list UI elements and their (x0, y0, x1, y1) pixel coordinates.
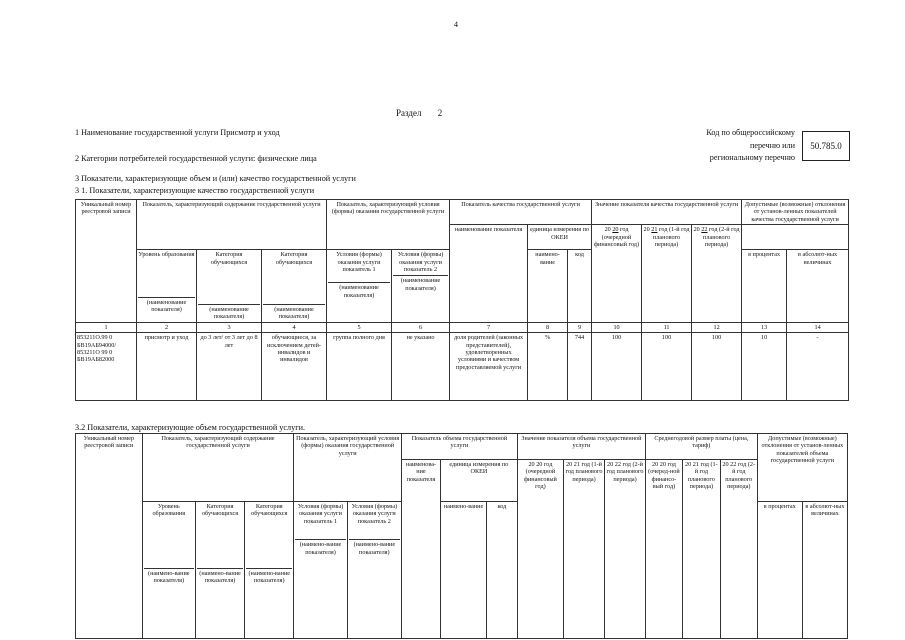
v-h-condition-2: Условия (формы) оказания услуги показатель 2 (наимено-вание показателя) (347, 502, 401, 639)
col-number-3: 3 (197, 322, 262, 332)
quality-table (75, 199, 849, 401)
v-h-category-2: Категория обучающихся (наимено-вание показателя) (245, 502, 294, 639)
h-absolute: в абсолют-ных величинах (787, 250, 849, 323)
h-category-1: Категория обучающихся (наименование показателя) (197, 250, 262, 323)
section-label: Раздел (396, 108, 422, 118)
h-year-3: 20 22 год (2-й год планового периода) (692, 225, 742, 323)
col-number-4: 4 (262, 322, 327, 332)
h-quality-value: Значение показателя качества государственной услуги (592, 200, 742, 225)
col-number-13: 13 (742, 322, 787, 332)
h-level: Уровень образования (наименование показателя) (137, 250, 197, 323)
cell-unit-code: 744 (568, 333, 592, 401)
cell-category-1: до 3 лет/ от 3 лет до 8 лет (197, 333, 262, 401)
cell-level: присмотр и уход (137, 333, 197, 401)
h-year-2: 20 21 год (1-й год планового периода) (642, 225, 692, 323)
cell-value-year-2: 100 (642, 333, 692, 401)
col-number-14: 14 (787, 322, 849, 332)
v-h-category-1: Категория обучающихся (наимено-вание показателя) (195, 502, 244, 639)
h-percent: в процентах (742, 250, 787, 323)
v-h-deviation: Допустимые (возможные) отклонения от установ-ленных показателей объема государственной услуги (757, 434, 847, 502)
cell-value-year-3: 100 (692, 333, 742, 401)
volume-table (75, 433, 848, 639)
v-h-value-year-2: 20 21 год (1-й год планового периода) (563, 460, 604, 639)
cell-deviation-percent: 10 (742, 333, 787, 401)
h-unique-number: Уникальный номер реестровой записи (76, 200, 137, 323)
v-h-value-year-1: 20 20 год (очередной финансовый год) (517, 460, 563, 639)
h-deviation: Допустимые (возможные) отклонения от установ-ленных показателей качества государственной услуги (742, 200, 849, 225)
col-number-11: 11 (642, 322, 692, 332)
h-quality-indicator: Показатель качества государственной услуги (450, 200, 592, 225)
v-h-unit-code: код (487, 502, 518, 639)
page-number: 4 (454, 20, 458, 29)
v-h-value-year-3: 20 22 год (2-й год планового периода) (604, 460, 645, 639)
v-h-unit-name: наимено-вание (440, 502, 486, 639)
v-h-price-year-1: 20 20 год (очеред-ной финансо-вый год) (646, 460, 683, 639)
cell-unit-name: % (528, 333, 568, 401)
v-h-percent: в процентах (757, 502, 802, 639)
col-number-5: 5 (327, 322, 392, 332)
v-h-indicator-name: наименова-ние показателя (402, 460, 441, 639)
section-heading (396, 108, 442, 118)
h-content-indicator: Показатель, характеризующий содержание государственной услуги (137, 200, 327, 250)
code-label-line-2: перечню или (749, 140, 795, 150)
code-label-line-3: региональному перечню (709, 153, 795, 162)
v-h-conditions-indicator: Показатель, характеризующий условия (формы) оказания государственной услуги (294, 434, 402, 502)
h-indicator-name: наименование показателя (450, 225, 528, 323)
col-number-6: 6 (392, 322, 450, 332)
h-unit: единица измерения по ОКЕИ (528, 225, 592, 250)
h-deviation-spacer (742, 225, 849, 250)
cell-condition-1: группа полного дня (327, 333, 392, 401)
v-h-absolute: в абсолют-ных величинах (802, 502, 847, 639)
v-h-price: Среднегодовой размер платы (цена, тариф) (646, 434, 758, 460)
v-h-condition-1: Условия (формы) оказания услуги показатель 1 (наимено-вание показателя) (294, 502, 347, 639)
cell-value-year-1: 100 (592, 333, 642, 401)
v-h-volume-value: Значение показателя объема государственной услуги (517, 434, 645, 460)
v-h-content-indicator: Показатель, характеризующий содержание государственной услуги (142, 434, 294, 502)
code-label (706, 127, 795, 165)
v-h-level: Уровень образования (наимено-вание показателя) (142, 502, 195, 639)
col-number-8: 8 (528, 322, 568, 332)
cell-category-2: обучающиеся, за исключением детей-инвалидов и инвалидов (262, 333, 327, 401)
col-number-7: 7 (450, 322, 528, 332)
v-h-volume-indicator: Показатель объема государственной услуги (402, 434, 518, 460)
v-h-price-year-3: 20 22 год (2-й год планового периода) (720, 460, 757, 639)
col-number-1: 1 (76, 322, 137, 332)
col-number-10: 10 (592, 322, 642, 332)
consumers-line: 2 Категории потребителей государственной услуги: физические лица (75, 154, 317, 163)
h-condition-2: Условия (формы) оказания услуги показатель 2 (наименование показателя) (392, 250, 450, 323)
section-number: 2 (437, 108, 443, 118)
col-number-2: 2 (137, 322, 197, 332)
cell-indicator-name: доля родителей (законных представителей), удовлетворенных условиями и качеством предоставляемой услуги (450, 333, 528, 401)
cell-condition-2: не указано (392, 333, 450, 401)
cell-deviation-absolute: - (787, 333, 849, 401)
volume-title: 3.2 Показатели, характеризующие объем государственной услуги. (75, 423, 305, 432)
v-h-price-year-2: 20 21 год (1-й год планового периода) (682, 460, 720, 639)
cell-registry-code: 853211О.99 0 БВ19АБ94000/ 853211О 99 0 БВ19АБ82000 (76, 333, 137, 401)
h-condition-1: Условия (формы) оказания услуги показатель 1 (наименование показателя) (327, 250, 392, 323)
code-value-box: 50.785.0 (802, 131, 850, 161)
indicators-title: 3 Показатели, характеризующие объем и (или) качество государственной услуги (75, 174, 356, 183)
service-name-line: 1 Наименование государственной услуги Присмотр и уход (75, 128, 280, 137)
h-year-1: 20 20 год (очередной финансовый год) (592, 225, 642, 323)
v-h-unique-number: Уникальный номер реестровой записи (76, 434, 143, 639)
col-number-9: 9 (568, 322, 592, 332)
h-unit-name: наимено-вание (528, 250, 568, 323)
v-h-unit: единица измерения по ОКЕИ (440, 460, 517, 502)
quality-title: 3 1. Показатели, характеризующие качество государственной услуги (75, 186, 315, 195)
h-unit-code: код (568, 250, 592, 323)
code-label-line-1: Код по общероссийскому (706, 128, 795, 137)
h-category-2: Категория обучающихся (наименование показателя) (262, 250, 327, 323)
h-conditions-indicator: Показатель, характеризующий условия (формы) оказания государственной услуги (327, 200, 450, 250)
table-row (76, 333, 849, 401)
col-number-12: 12 (692, 322, 742, 332)
